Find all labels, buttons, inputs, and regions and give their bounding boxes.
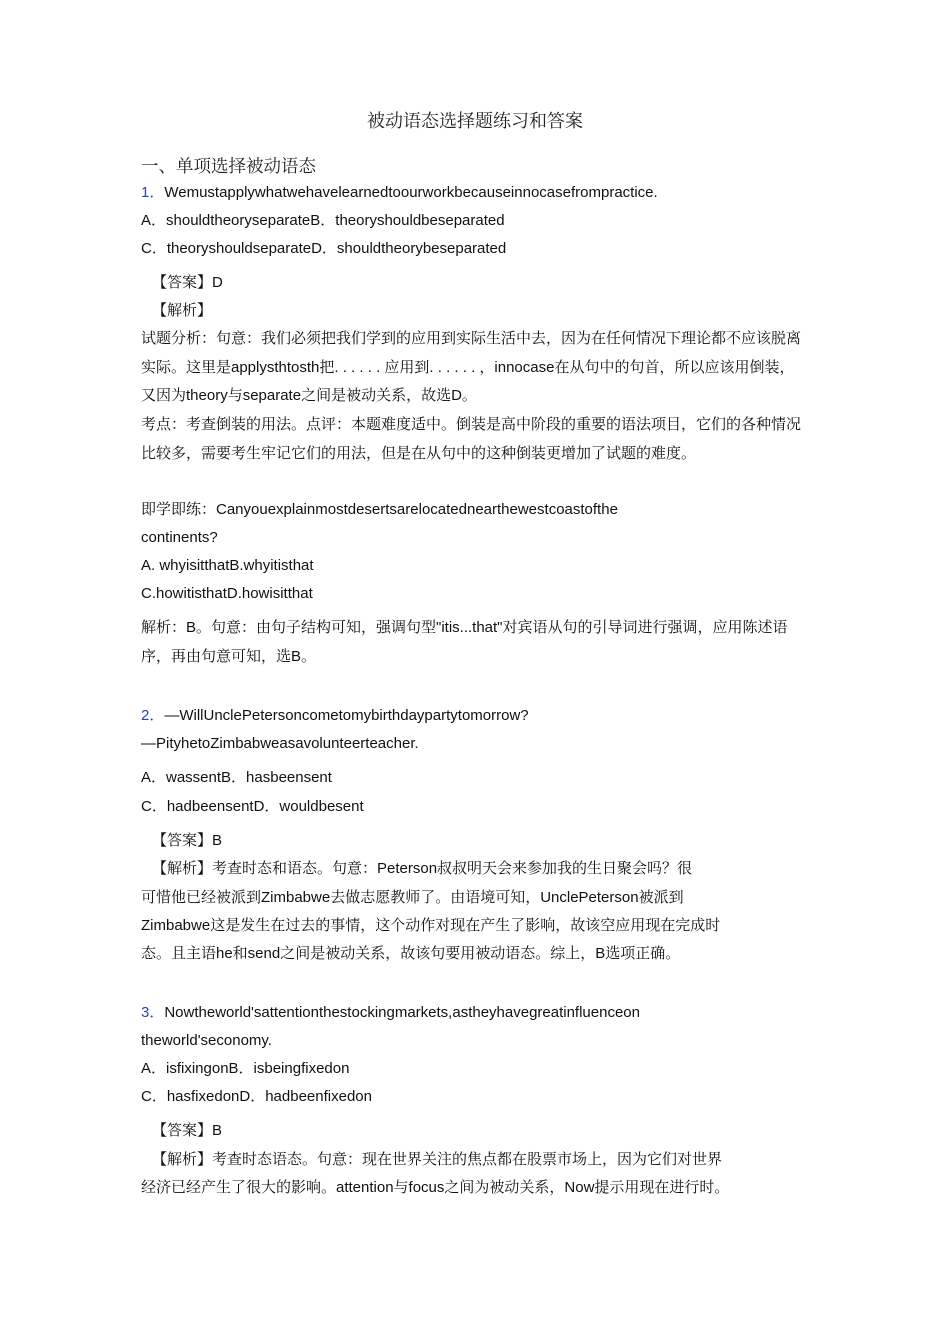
question-3-analysis-line1: 【解析】考查时态语态。句意：现在世界关注的焦点都在股票市场上，因为它们对世界 bbox=[152, 1151, 723, 1168]
question-3-options-ab: A．isfixingonB．isbeingfixedon bbox=[141, 1060, 350, 1077]
question-2-analysis-line1: 【解析】考查时态和语态。句意：Peterson叔叔明天会来参加我的生日聚会吗？很 bbox=[152, 860, 693, 877]
question-1-key-point: 考点：考查倒装的用法。点评：本题难度适中。倒装是高中阶段的重要的语法项目，它们的各种情况比较多，需要考生牢记它们的用法，但是在从句中的这种倒装更增加了试题的难度。 bbox=[141, 416, 802, 462]
question-1-stem bbox=[141, 183, 658, 203]
question-1-options-ab: A．shouldtheoryseparateB．theoryshouldbeseparated bbox=[141, 212, 505, 229]
question-1-options-cd: C．theoryshouldseparateD．shouldtheorybeseparated bbox=[141, 240, 507, 257]
question-3-analysis-line2: 经济已经产生了很大的影响。attention与focus之间为被动关系，Now提示用现在进行时。 bbox=[141, 1179, 730, 1196]
question-3-stem bbox=[141, 1003, 640, 1023]
question-1-practice-options-cd: C.howitisthatD.howisitthat bbox=[141, 585, 313, 602]
question-2-number: 2． bbox=[141, 707, 165, 724]
question-2-analysis-line2: 可惜他已经被派到Zimbabwe去做志愿教师了。由语境可知，UnclePeterson被派到 bbox=[141, 889, 684, 906]
question-1-practice-analysis: 解析：B。句意：由句子结构可知，强调句型"itis...that"对宾语从句的引导词进行强调，应用陈述语序，再由句意可知，选B。 bbox=[141, 619, 788, 665]
question-3-number: 3． bbox=[141, 1004, 165, 1021]
question-1-answer: 【答案】D bbox=[152, 274, 223, 291]
question-1-analysis: 试题分析：句意：我们必须把我们学到的应用到实际生活中去，因为在任何情况下理论都不应该脱离实际。这里是applysthtosth把. . . . . . 应用到. . . . . . ，innocase在从句中的句首，所以应该用倒装，又因为theory与separate之间是被动关系，故选D。 bbox=[141, 330, 802, 405]
section-heading: 一、单项选择被动语态 bbox=[141, 157, 316, 177]
question-2-answer: 【答案】B bbox=[152, 832, 223, 849]
question-2-text: —WillUnclePetersoncometomybirthdaypartytomorrow? bbox=[164, 707, 529, 724]
question-1-text: Wemustapplywhatwehavelearnedtoourworkbecauseinnocasefrompractice. bbox=[164, 184, 658, 201]
question-2-stem bbox=[141, 706, 529, 726]
question-1-practice-line1: 即学即练：Canyouexplainmostdesertsarelocatednearthewestcoastofthe bbox=[141, 501, 618, 518]
question-2-stem-line2: —PityhetoZimbabweasavolunteerteacher. bbox=[141, 735, 419, 752]
question-1-number: 1． bbox=[141, 184, 165, 201]
question-3-stem-line2: theworld'seconomy. bbox=[141, 1032, 272, 1049]
question-3-options-cd: C．hasfixedonD．hadbeenfixedon bbox=[141, 1088, 372, 1105]
question-2-analysis-line4: 态。且主语he和send之间是被动关系，故该句要用被动语态。综上，B选项正确。 bbox=[141, 945, 681, 962]
question-1-practice-options-ab: A. whyisitthatB.whyitisthat bbox=[141, 557, 314, 574]
question-2-options-ab: A．wassentB．hasbeensent bbox=[141, 769, 332, 786]
question-1-practice-line2: continents? bbox=[141, 529, 218, 546]
question-3-text: Nowtheworld'sattentionthestockingmarkets,astheyhavegreatinfluenceon bbox=[164, 1004, 640, 1021]
question-2-analysis-line3: Zimbabwe这是发生在过去的事情，这个动作对现在产生了影响，故该空应用现在完成时 bbox=[141, 917, 721, 934]
page-title: 被动语态选择题练习和答案 bbox=[367, 111, 583, 132]
question-1-analysis-heading: 【解析】 bbox=[152, 302, 213, 319]
question-3-answer: 【答案】B bbox=[152, 1122, 223, 1139]
question-2-options-cd: C．hadbeensentD．wouldbesent bbox=[141, 798, 364, 815]
